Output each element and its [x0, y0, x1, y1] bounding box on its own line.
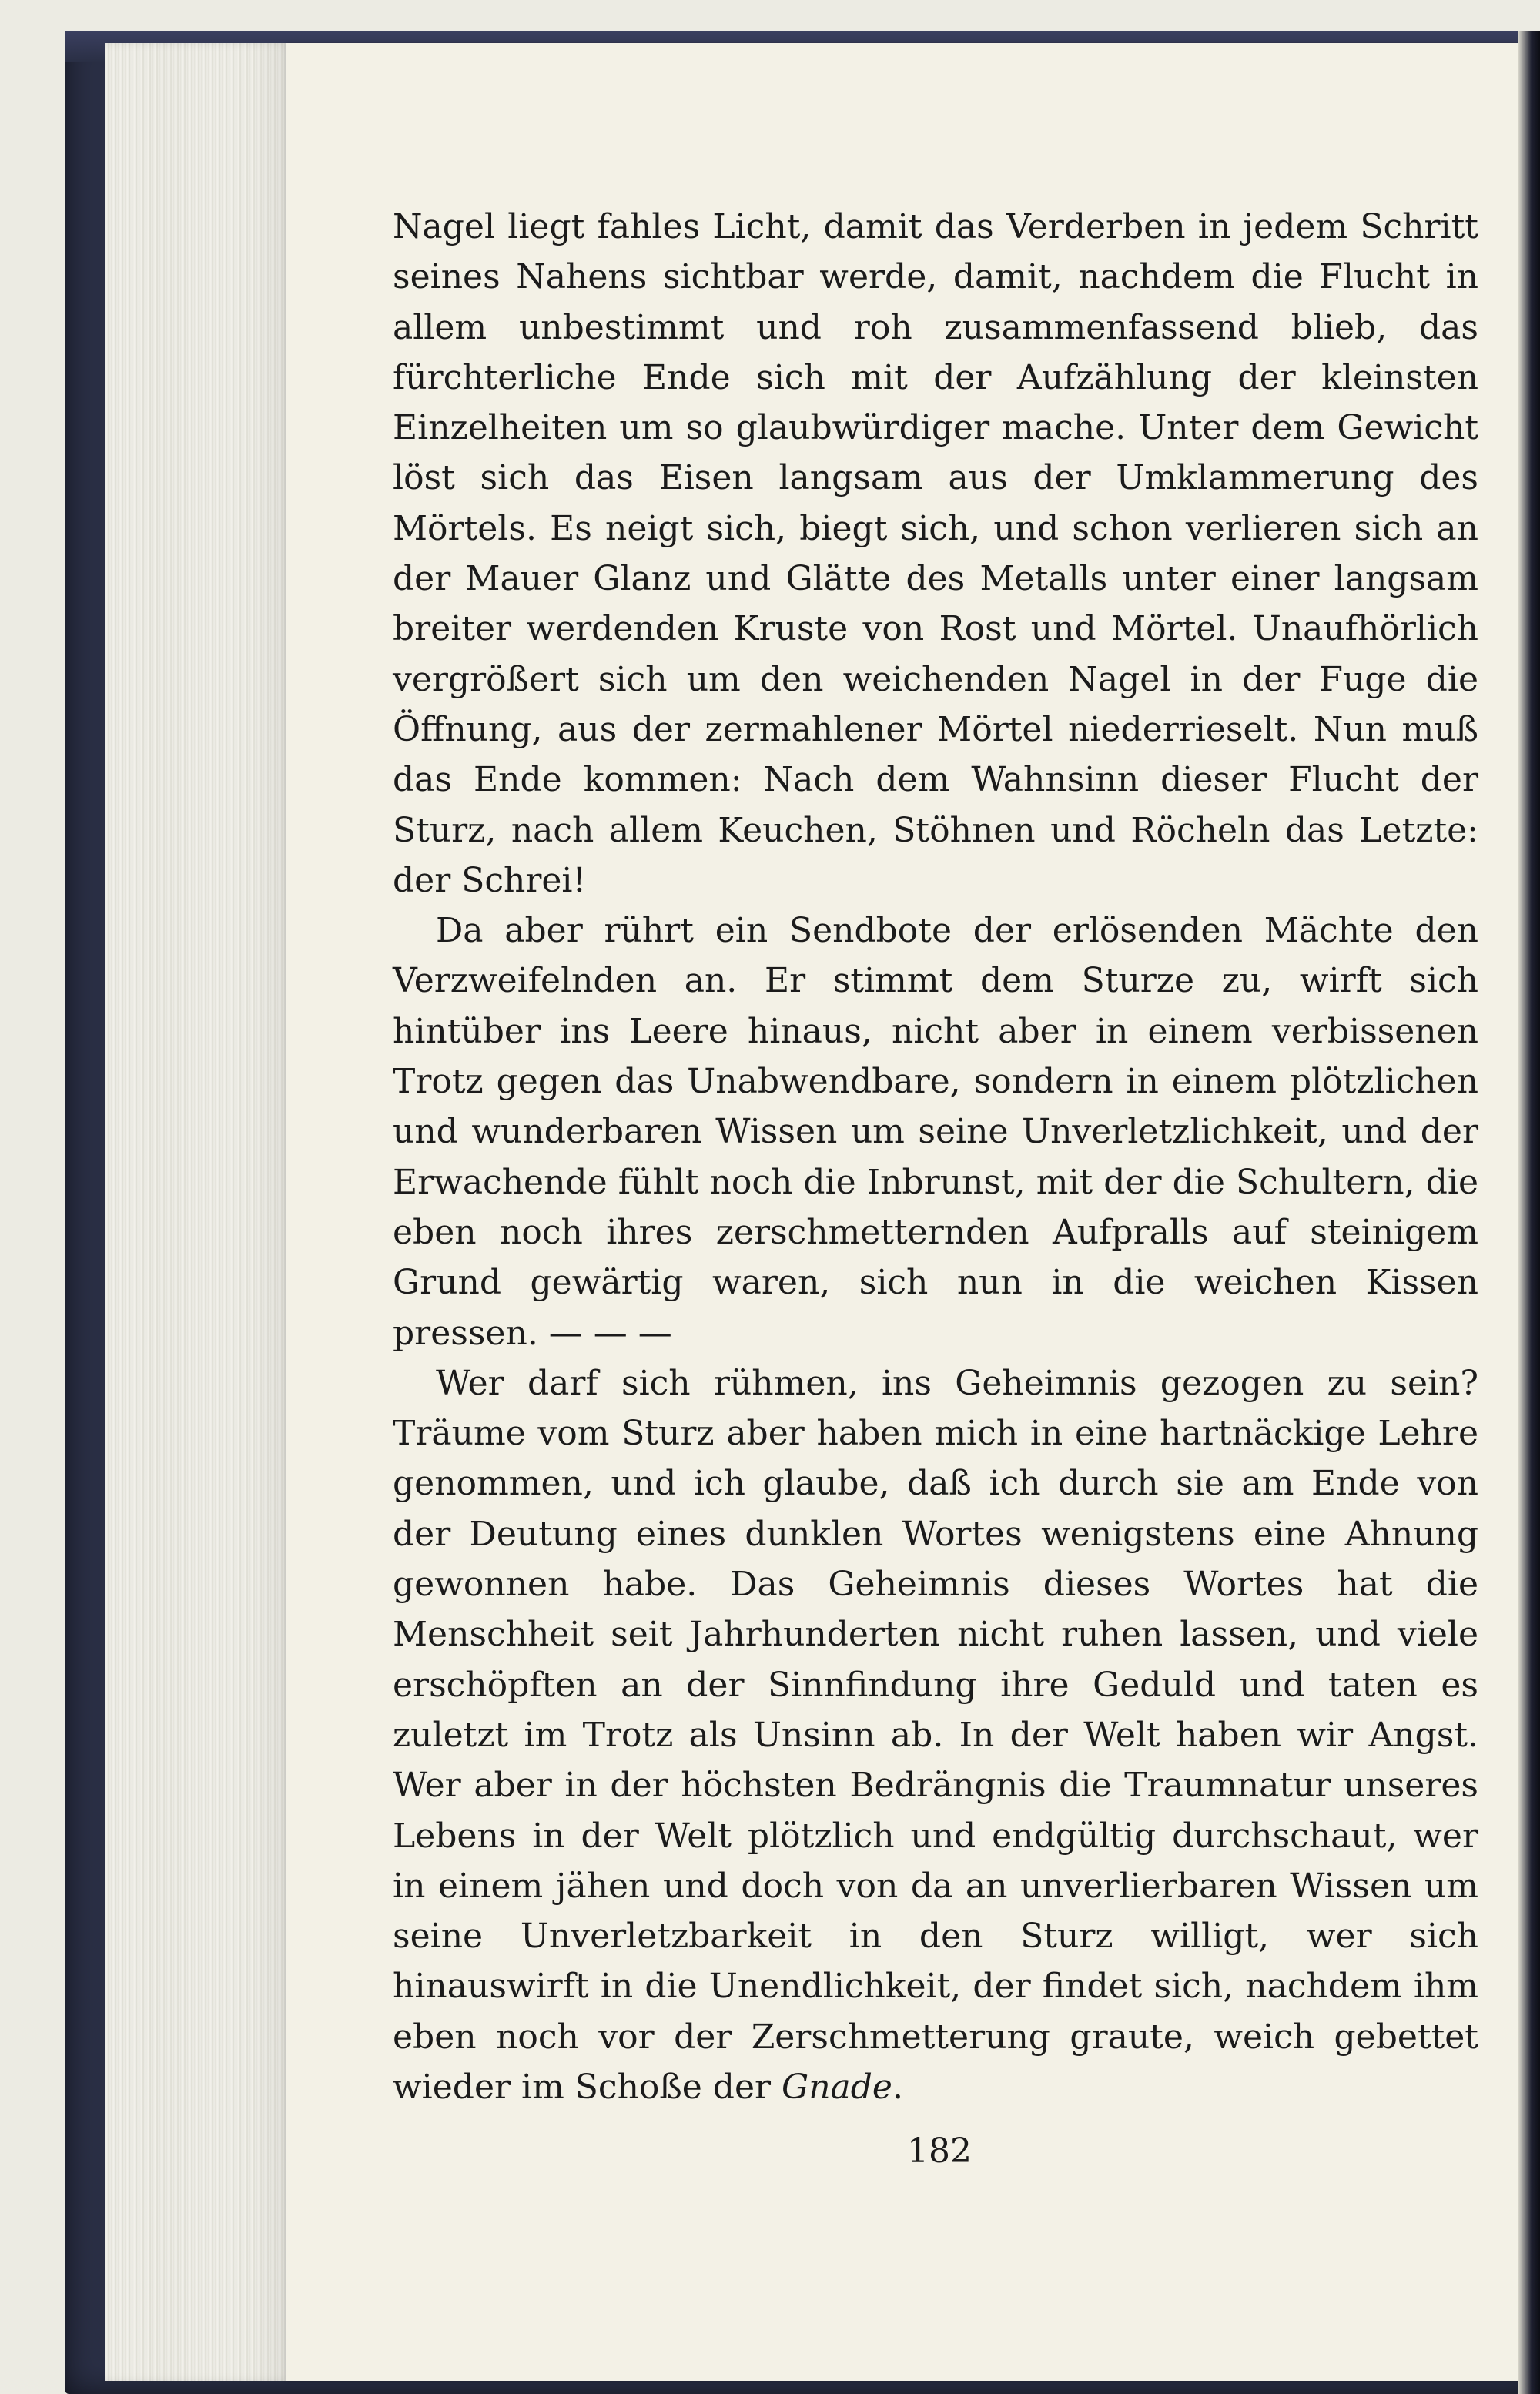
page-text [393, 202, 1478, 2112]
page-number: 182 [907, 2131, 972, 2171]
paragraph-3 [393, 1358, 1478, 2112]
paragraph-2-text: Da aber rührt ein Sendbote der erlösenden Mächte den Verzweifelnden an. Er stimmt dem Sturze zu, wirft sich hintüber ins Leere hinaus, nicht aber in einem verbissenen Trotz gegen das Unabwendbare, sondern in einem plötzlichen und wunderbaren Wissen um seine Unverletzlichkeit, und der Erwachende fühlt noch die Inbrunst, mit der die Schultern, die eben noch ihres zerschmetternden Aufpralls auf steinigem Grund gewärtig waren, sich nun in die weichen Kissen pressen. — — — [393, 911, 1478, 1353]
book-right-edge [1518, 31, 1540, 2394]
paragraph-1-text: Nagel liegt fahles Licht, damit das Verderben in jedem Schritt seines Nahens sichtbar werde, damit, nachdem die Flucht in allem unbestimmt und roh zusammenfassend blieb, das fürchterliche Ende sich mit der Aufzählung der kleinsten Einzelheiten um so glaubwürdiger mache. Unter dem Gewicht löst sich das Eisen langsam aus der Umklammerung des Mörtels. Es neigt sich, biegt sich, und schon verlieren sich an der Mauer Glanz und Glätte des Metalls unter einer langsam breiter werdenden Kruste von Rost und Mörtel. Unaufhörlich vergrößert sich um den weichenden Nagel in der Fuge die Öffnung, aus der zermahlener Mörtel niederrieselt. Nun muß das Ende kommen: Nach dem Wahnsinn dieser Flucht der Sturz, nach allem Keuchen, Stöhnen und Röcheln das Letzte: der Schrei! [393, 207, 1478, 900]
final-period: . [892, 2067, 903, 2107]
italic-word-gnade: Gnade [782, 2067, 892, 2107]
paragraph-2 [393, 906, 1478, 1358]
paragraph-1 [393, 202, 1478, 906]
paragraph-3-text: Wer darf sich rühmen, ins Geheimnis gezogen zu sein? Träume vom Sturz aber haben mich in eine hartnäckige Lehre genommen, und ich glaube, daß ich durch sie am Ende von der Deutung eines dunklen Wortes wenigstens eine Ahnung gewonnen habe. Das Geheimnis dieses Wortes hat die Menschheit seit Jahrhunderten nicht ruhen lassen, und viele erschöpften an der Sinnfindung ihre Geduld und taten es zuletzt im Trotz als Unsinn ab. In der Welt haben wir Angst. Wer aber in der höchsten Bedrängnis die Traumnatur unseres Lebens in der Welt plötzlich und endgültig durchschaut, wer in einem jähen und doch von da an unverlierbaren Wissen um seine Unverletzbarkeit in den Sturz willigt, wer sich hinauswirft in die Unendlichkeit, der findet sich, nachdem ihm eben noch vor der Zerschmetterung graute, weich gebettet wieder im Schoße der [393, 1363, 1478, 2107]
